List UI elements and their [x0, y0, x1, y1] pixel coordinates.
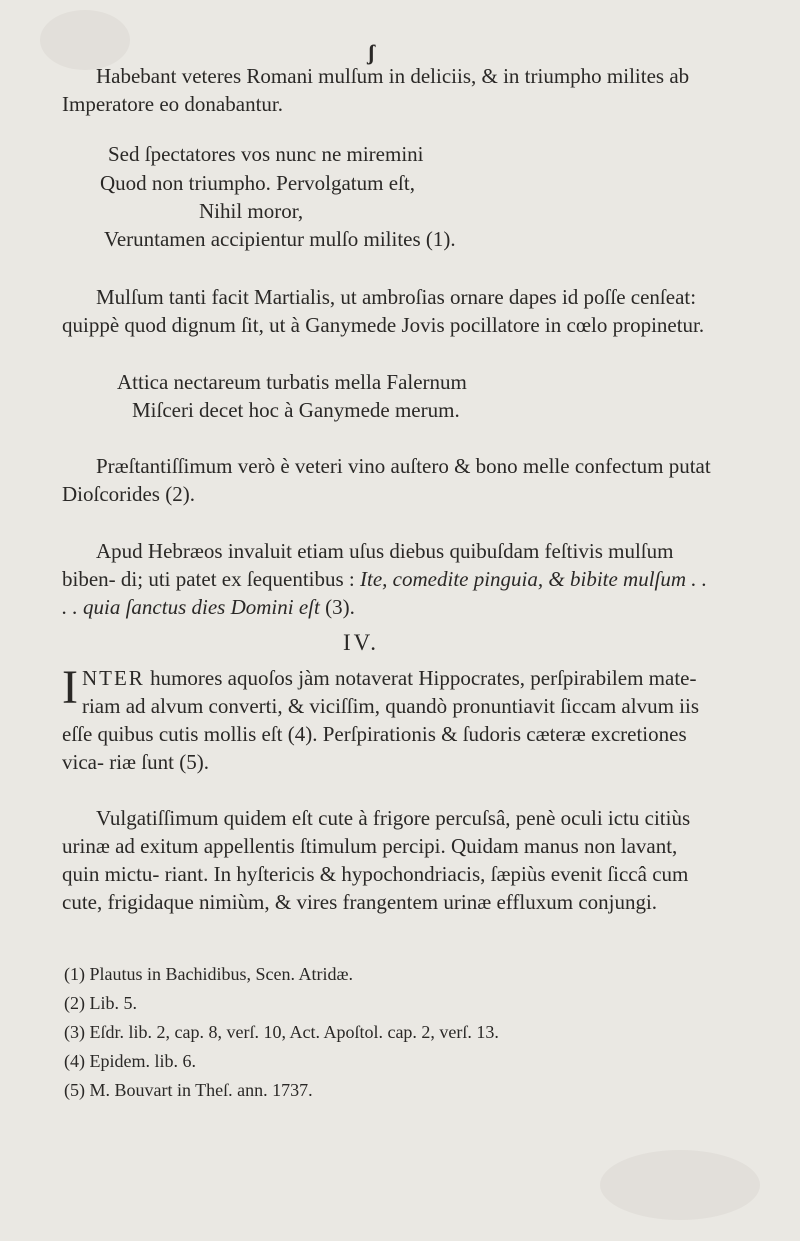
paragraph-5: [62, 661, 712, 776]
scripture-quote: Ite, comedite pinguia, & bibite mulſum . . . . quia ſanctus dies Domini eſt: [62, 567, 708, 619]
opening-caps: NTER: [81, 666, 145, 690]
paragraph-4-text: Apud Hebræos invaluit etiam uſus diebus quibuſdam feſtivis mulſum biben- di; uti patet ex ſequentibus :: [62, 539, 674, 591]
verse-line: Veruntamen accipientur mulſo milites (1).: [104, 227, 456, 251]
note-ref: (3).: [319, 595, 355, 619]
footnotes: [64, 960, 499, 1105]
footnote: (1) Plautus in Bachidibus, Scen. Atridæ.: [64, 964, 353, 984]
footnote: (4) Epidem. lib. 6.: [64, 1051, 196, 1071]
footnote: (3) Eſdr. lib. 2, cap. 8, verſ. 10, Act. Apoſtol. cap. 2, verſ. 13.: [64, 1022, 499, 1042]
paragraph-1: Habebant veteres Romani mulſum in deliciis, & in triumpho milites ab Imperatore eo donabantur.: [62, 64, 690, 116]
drop-cap: I: [62, 661, 78, 714]
stain: [40, 10, 130, 70]
verse-line: Attica nectareum turbatis mella Falernum: [117, 370, 467, 394]
page-mark: ʃ: [368, 40, 375, 65]
footnote: (2) Lib. 5.: [64, 993, 137, 1013]
paragraph-5-text: humores aquoſos jàm notaverat Hippocrates, perſpirabilem mate- riam ad alvum converti, & viciſſim, quandò pronuntiavit ſiccam alvum iis eſſe quibus cutis mollis eſt (4). Perſpirationis & ſudoris cæteræ excretiones vica- riæ ſunt (5).: [62, 666, 700, 774]
paragraph-2: Mulſum tanti facit Martialis, ut ambroſias ornare dapes id poſſe cenſeat: quippè quod dignum ſit, ut à Ganymede Jovis pocillatore in cœlo propinetur.: [62, 285, 705, 337]
verse-line: Nihil moror,: [199, 199, 304, 223]
verse-line: Miſceri decet hoc à Ganymede merum.: [132, 398, 460, 422]
verse-line: Sed ſpectatores vos nunc ne miremini: [108, 142, 424, 166]
paragraph-3: Præſtantiſſimum verò è veteri vino auſtero & bono melle confectum putat Dioſcorides (2).: [62, 454, 711, 506]
stain: [600, 1150, 760, 1220]
paragraph-4: [62, 537, 712, 621]
verse-line: Quod non triumpho. Pervolgatum eſt,: [100, 171, 415, 195]
section-number: IV.: [343, 630, 380, 655]
footnote: (5) M. Bouvart in Theſ. ann. 1737.: [64, 1080, 313, 1100]
paragraph-6: Vulgatiſſimum quidem eſt cute à frigore percuſsâ, penè oculi ictu citiùs urinæ ad exitum appellentis ſtimulum percipi. Quidam manus non lavant, quin mictu- riant. In hyſtericis & hypochondriacis, ſæpiùs evenit ſiccâ cum cute, frigidaque nimiùm, & vires frangentem urinæ effluxum conjungi.: [62, 806, 691, 914]
